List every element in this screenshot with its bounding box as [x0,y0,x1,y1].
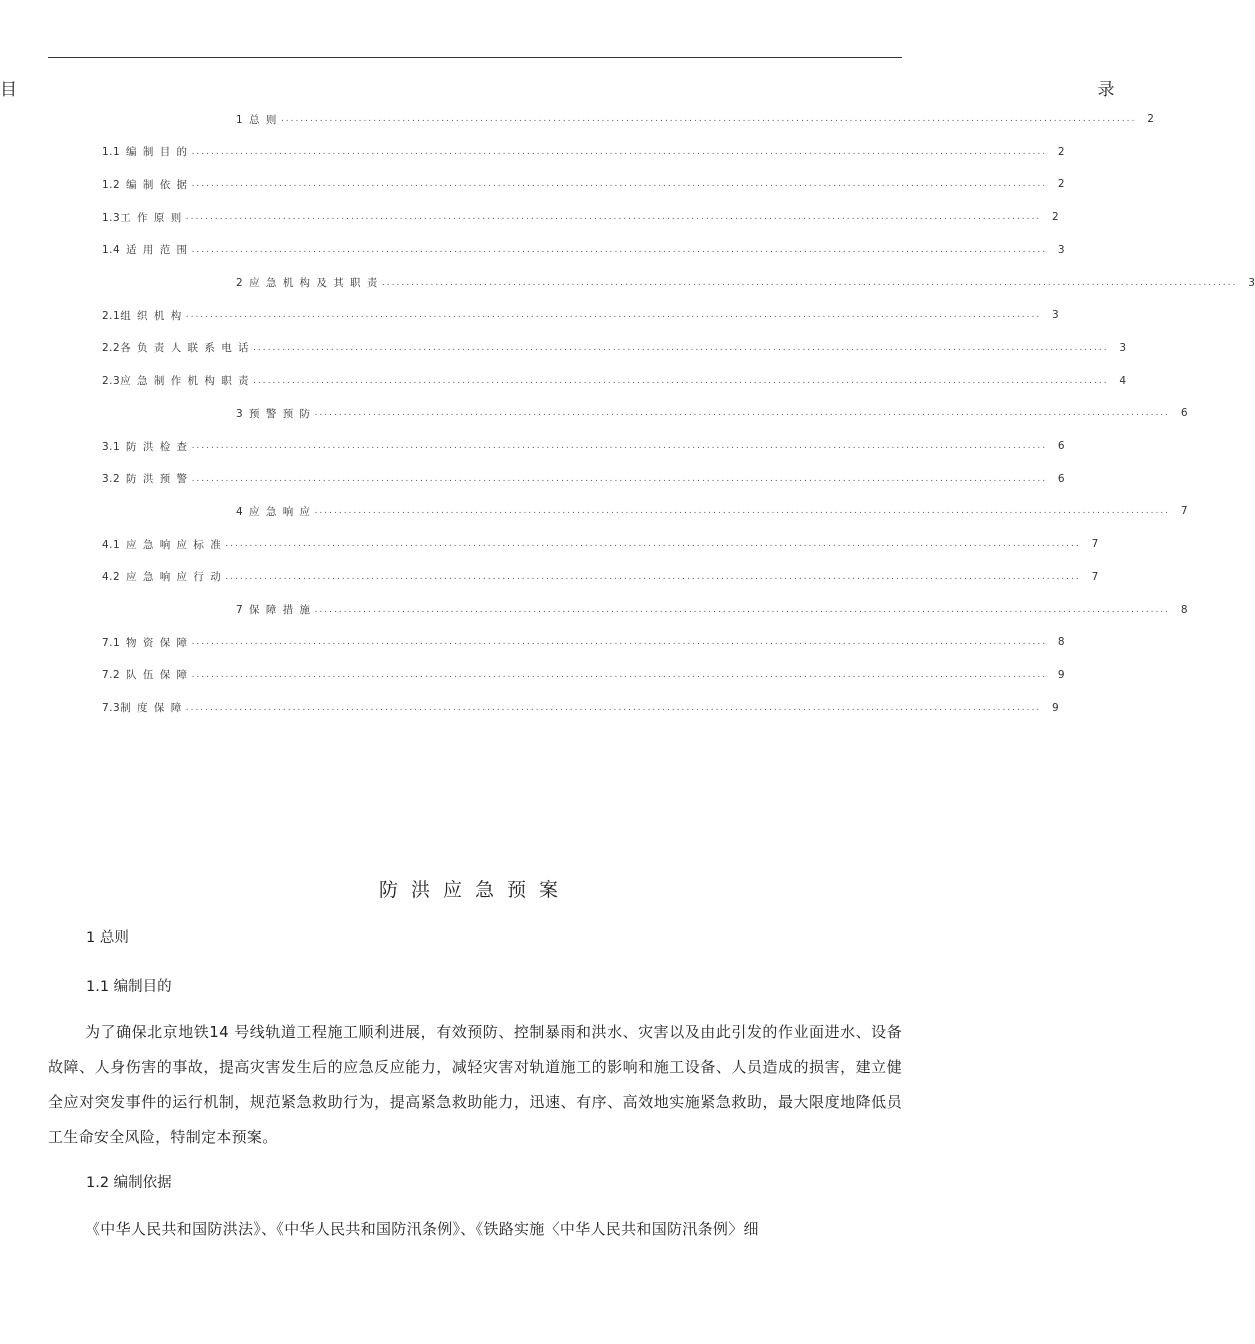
toc-entry-label: 4.2 应 急 响 应 行 动 [102,571,222,584]
toc-entry-page: 3 [1057,243,1066,256]
toc-entry-label: 7 保 障 措 施 [236,604,311,616]
section-1-2-heading: 1.2 编制依据 [86,1175,172,1191]
toc-entry-label: 2.3应 急 制 作 机 构 职 责 [102,375,250,388]
toc-entry[interactable] [236,503,1189,519]
toc-entry[interactable] [102,373,1127,389]
toc-entry-page: 7 [1091,538,1099,551]
toc-entry-label: 2.1组 织 机 构 [102,309,182,322]
toc-entry-page: 3 [1119,341,1127,354]
toc-dot-leader [192,474,1048,484]
toc-entry[interactable] [102,536,1099,552]
toc-entry[interactable] [236,111,1155,127]
toc-entry-label: 1.1 编 制 目 的 [102,146,188,159]
toc-entry[interactable] [102,700,1060,716]
toc-entry-page: 7 [1180,505,1189,518]
toc-entry-page: 6 [1057,440,1066,452]
section-1-2-paragraph: 《中华人民共和国防洪法》、《中华人民共和国防汛条例》、《铁路实施〈中华人民共和国防汛条例〉细 [85,1220,759,1238]
toc-entry-page: 2 [1057,178,1066,191]
toc-entry-label: 1 总 则 [236,113,277,126]
toc-entry-page: 8 [1057,636,1066,649]
toc-entry-label: 3.1 防 洪 检 查 [102,440,188,453]
toc-entry[interactable] [102,144,1066,160]
toc-entry-page: 9 [1057,668,1066,681]
toc-dot-leader [315,605,1171,615]
toc-dot-leader [192,179,1048,189]
toc-entry-page: 6 [1057,472,1066,485]
toc-entry-page: 7 [1091,570,1099,583]
toc-entry-label: 1.3工 作 原 则 [102,211,182,224]
toc-entry[interactable] [102,340,1127,356]
toc-dot-leader [192,670,1048,680]
toc-title: 目 录 [0,80,1117,100]
toc-dot-leader [315,408,1171,418]
toc-entry[interactable] [102,634,1066,650]
toc-entry-page: 3 [1248,276,1255,289]
toc-entry-page: 9 [1052,701,1060,714]
toc-dot-leader [225,539,1081,549]
toc-dot-leader [253,376,1109,386]
section-1-heading: 1 总则 [86,930,129,946]
toc-dot-leader [382,278,1238,288]
toc-dot-leader [192,245,1048,255]
toc-entry-page: 2 [1052,211,1060,224]
document-title: 防洪应急预案 [378,879,571,901]
toc-entry[interactable] [102,438,1066,454]
toc-dot-leader [192,441,1048,451]
header-rule [48,57,902,58]
toc-entry[interactable] [236,405,1189,421]
toc-entry-page: 6 [1180,407,1189,420]
toc-entry-page: 3 [1052,309,1060,322]
toc-entry[interactable] [102,471,1066,487]
toc-entry[interactable] [236,275,1255,291]
toc-entry-label: 7.2 队 伍 保 障 [102,669,188,682]
toc-dot-leader [192,637,1048,647]
toc-entry-label: 7.1 物 资 保 障 [102,636,188,649]
toc-entry[interactable] [102,209,1060,225]
toc-entry-page: 2 [1057,145,1066,158]
section-1-1-heading: 1.1 编制目的 [86,979,172,995]
toc-entry-label: 4 应 急 响 应 [236,505,311,518]
toc-entry-label: 3.2 防 洪 预 警 [102,473,188,486]
toc-entry-label: 1.2 编 制 依 据 [102,178,188,191]
toc-dot-leader [192,147,1048,157]
toc-entry-page: 4 [1119,374,1127,387]
toc-entry-label: 7.3制 度 保 障 [102,702,182,715]
toc-entry[interactable] [102,569,1099,585]
toc-entry[interactable] [102,307,1060,323]
toc-dot-leader [315,506,1171,516]
toc-entry-label: 1.4 适 用 范 围 [102,244,188,257]
toc-entry[interactable] [102,176,1066,192]
toc-entry-label: 3 预 警 预 防 [236,407,311,420]
toc-dot-leader [186,310,1042,320]
toc-dot-leader [253,343,1109,353]
toc-entry[interactable] [236,602,1189,618]
toc-entry[interactable] [102,242,1066,258]
section-1-1-paragraph: 为了确保北京地铁14 号线轨道工程施工顺利进展，有效预防、控制暴雨和洪水、灾害以及由此引发的作业面进水、设备故障、人身伤害的事故，提高灾害发生后的应急反应能力，减轻灾害对轨道施工的影响和施工设备、人员造成的损害，建立健全应对突发事件的运行机制，规范紧急救助行为，提高紧急救助能力，迅速、有序、高效地实施紧急救助，最大限度地降低员工生命安全风险，特制定本预案。 [48,1023,902,1146]
toc-entry-page: 2 [1147,113,1155,125]
toc-entry[interactable] [102,667,1066,683]
toc-entry-label: 4.1 应 急 响 应 标 准 [102,538,222,551]
toc-dot-leader [225,572,1081,582]
toc-entry-label: 2.2各 负 责 人 联 系 电 话 [102,342,250,355]
toc-dot-leader [281,114,1137,124]
toc-dot-leader [186,212,1042,222]
toc-entry-label: 2 应 急 机 构 及 其 职 责 [236,277,378,289]
toc-dot-leader [186,703,1042,713]
toc-entry-page: 8 [1180,603,1189,616]
